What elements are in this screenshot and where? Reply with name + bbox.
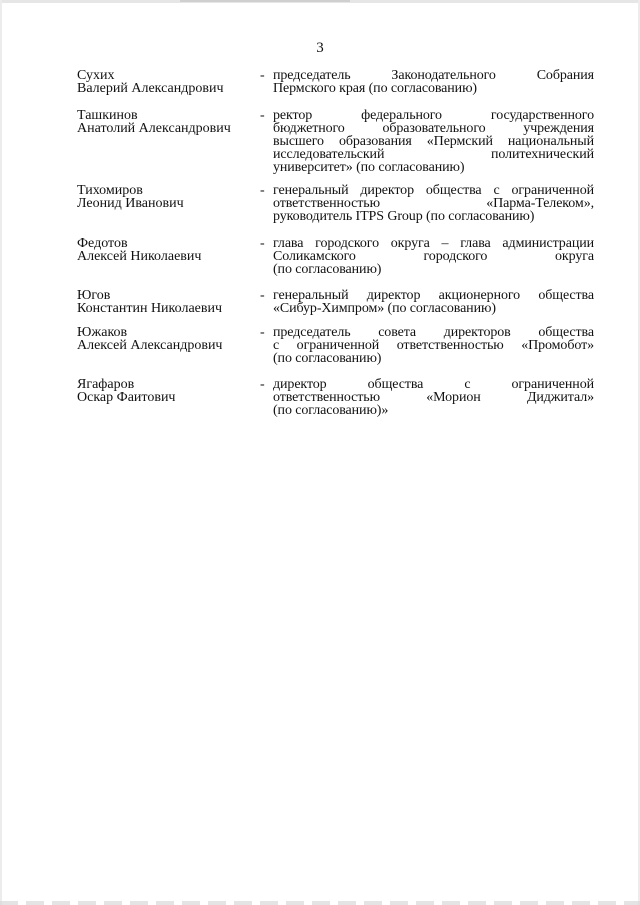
member-given-name: Алексей Николаевич xyxy=(77,249,202,264)
position-line: Соликамского городского округа xyxy=(273,249,594,264)
position-line: с ограниченной ответственностью «Промобот» xyxy=(273,338,594,353)
position-line: генеральный директор общества с ограниченной xyxy=(273,183,594,198)
member-given-name: Константин Николаевич xyxy=(77,301,223,316)
member-position xyxy=(273,184,594,223)
member-given-name: Алексей Александрович xyxy=(77,338,223,353)
list-dash: - xyxy=(260,325,265,340)
position-line: «Сибур-Химпром» (по согласованию) xyxy=(273,301,496,316)
member-given-name: Анатолий Александрович xyxy=(77,121,231,136)
position-line: руководитель ITPS Group (по согласованию) xyxy=(273,209,535,224)
member-name xyxy=(77,184,255,210)
member-position xyxy=(273,326,594,365)
position-line: ответственностью «Морион Диджитал» xyxy=(273,390,594,405)
scan-edge-bottom xyxy=(0,901,640,905)
member-surname: Южаков xyxy=(77,325,128,340)
list-dash: - xyxy=(260,68,265,83)
member-given-name: Леонид Иванович xyxy=(77,196,184,211)
position-line: (по согласованию) xyxy=(273,262,382,277)
position-line: (по согласованию) xyxy=(273,351,382,366)
member-name xyxy=(77,237,255,263)
position-line: глава городского округа – глава администрации xyxy=(273,236,594,251)
member-name xyxy=(77,378,255,404)
position-line: ректор федерального государственного xyxy=(273,108,594,123)
member-position xyxy=(273,109,594,174)
scan-edge-top xyxy=(0,0,640,3)
position-line: высшего образования «Пермский национальный xyxy=(273,134,594,149)
position-line: бюджетного образовательного учреждения xyxy=(273,121,594,136)
member-position xyxy=(273,69,594,95)
member-surname: Тихомиров xyxy=(77,183,143,198)
member-surname: Ташкинов xyxy=(77,108,138,123)
page-number: 3 xyxy=(316,40,324,56)
position-line: Пермского края (по согласованию) xyxy=(273,81,477,96)
list-dash: - xyxy=(260,288,265,303)
list-dash: - xyxy=(260,108,265,123)
position-line: университет» (по согласованию) xyxy=(273,160,465,175)
position-line: председатель Законодательного Собрания xyxy=(273,68,594,83)
member-surname: Ягафаров xyxy=(77,377,135,392)
member-surname: Сухих xyxy=(77,68,115,83)
member-name xyxy=(77,69,255,95)
member-given-name: Валерий Александрович xyxy=(77,81,224,96)
member-name xyxy=(77,109,255,135)
member-position xyxy=(273,378,594,417)
member-position xyxy=(273,289,594,315)
member-name xyxy=(77,289,255,315)
position-line: (по согласованию)» xyxy=(273,403,389,418)
member-surname: Югов xyxy=(77,288,111,303)
list-dash: - xyxy=(260,236,265,251)
position-line: директор общества с ограниченной xyxy=(273,377,594,392)
position-line: исследовательский политехнический xyxy=(273,147,594,162)
list-dash: - xyxy=(260,377,265,392)
scan-edge-left xyxy=(0,0,2,905)
position-line: ответственностью «Парма-Телеком», xyxy=(273,196,594,211)
member-given-name: Оскар Фаитович xyxy=(77,390,176,405)
member-name xyxy=(77,326,255,352)
member-surname: Федотов xyxy=(77,236,128,251)
position-line: председатель совета директоров общества xyxy=(273,325,594,340)
position-line: генеральный директор акционерного общества xyxy=(273,288,594,303)
member-position xyxy=(273,237,594,276)
list-dash: - xyxy=(260,183,265,198)
